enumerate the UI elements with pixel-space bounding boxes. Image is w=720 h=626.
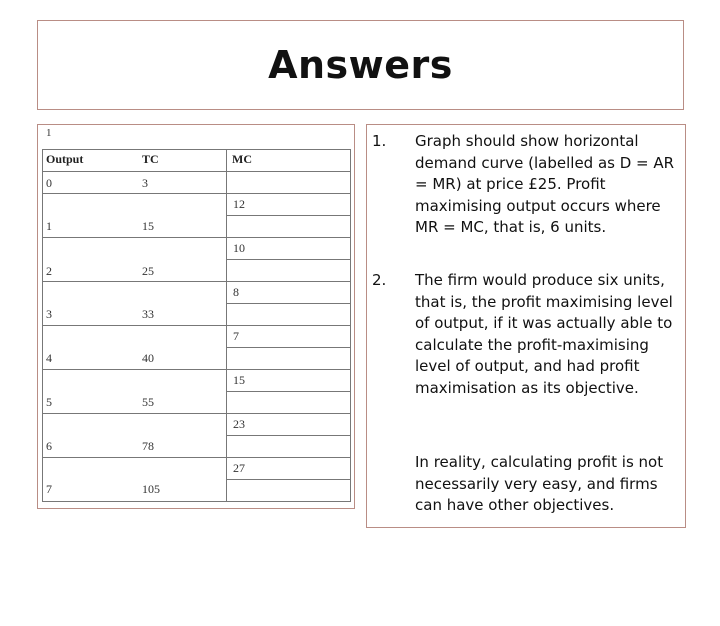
page-title: Answers [268, 43, 453, 87]
header-output: Output [46, 152, 84, 166]
mc-cell: 15 [233, 373, 245, 387]
cost-table [42, 149, 351, 626]
output-cell: 2 [46, 264, 52, 278]
mc-cell-divider [226, 347, 351, 348]
mc-cell-divider [226, 479, 351, 480]
mc-cell: 23 [233, 417, 245, 431]
output-cell: 3 [46, 307, 52, 321]
reality-note: In reality, calculating profit is not necessarily very easy, and firms can have other objectives. [415, 453, 664, 514]
output-cell: 0 [46, 176, 52, 190]
output-cell: 6 [46, 439, 52, 453]
table-column-divider [42, 149, 43, 501]
answer-number: 1. [372, 132, 387, 150]
table-row-divider [42, 149, 351, 150]
table-row-divider [42, 281, 351, 282]
tc-cell: 25 [142, 264, 154, 278]
table-row-divider [42, 501, 351, 502]
tc-cell: 78 [142, 439, 154, 453]
mc-cell: 10 [233, 241, 245, 255]
mc-cell-divider [226, 303, 351, 304]
table-row-divider [42, 325, 351, 326]
output-cell: 1 [46, 219, 52, 233]
table-row-divider [42, 413, 351, 414]
tc-cell: 105 [142, 482, 160, 496]
table-row-divider [42, 237, 351, 238]
table-row-divider [42, 369, 351, 370]
tc-cell: 3 [142, 176, 148, 190]
tc-cell: 33 [142, 307, 154, 321]
header-tc: TC [142, 152, 159, 166]
output-cell: 5 [46, 395, 52, 409]
table-row-divider [42, 457, 351, 458]
answers-panel [366, 124, 686, 528]
answer-text: The firm would produce six units, that is, the profit maximising level of output, if it was actually able to calculate the profit-maximising level of output, and had profit maximisation as its objective. [415, 271, 673, 397]
tc-cell: 15 [142, 219, 154, 233]
title-box [37, 20, 684, 110]
answer-text: Graph should show horizontal demand curve (labelled as D = AR = MR) at price £25. Profit maximising output occurs where MR = MC, that is, 6 units. [415, 132, 675, 236]
header-mc: MC [232, 152, 252, 166]
table-column-divider [350, 149, 351, 501]
table-row-divider [42, 193, 351, 194]
mc-cell-divider [226, 435, 351, 436]
mc-cell-divider [226, 391, 351, 392]
table-caption: 1 [46, 127, 52, 139]
tc-cell: 55 [142, 395, 154, 409]
output-cell: 7 [46, 482, 52, 496]
mc-cell: 27 [233, 461, 245, 475]
table-column-divider [226, 149, 227, 501]
tc-cell: 40 [142, 351, 154, 365]
mc-cell-divider [226, 215, 351, 216]
table-row-divider [42, 171, 351, 172]
cost-table-panel [37, 124, 355, 509]
output-cell: 4 [46, 351, 52, 365]
mc-cell: 8 [233, 285, 239, 299]
mc-cell: 12 [233, 197, 245, 211]
mc-cell: 7 [233, 329, 239, 343]
answer-number: 2. [372, 271, 387, 289]
mc-cell-divider [226, 259, 351, 260]
